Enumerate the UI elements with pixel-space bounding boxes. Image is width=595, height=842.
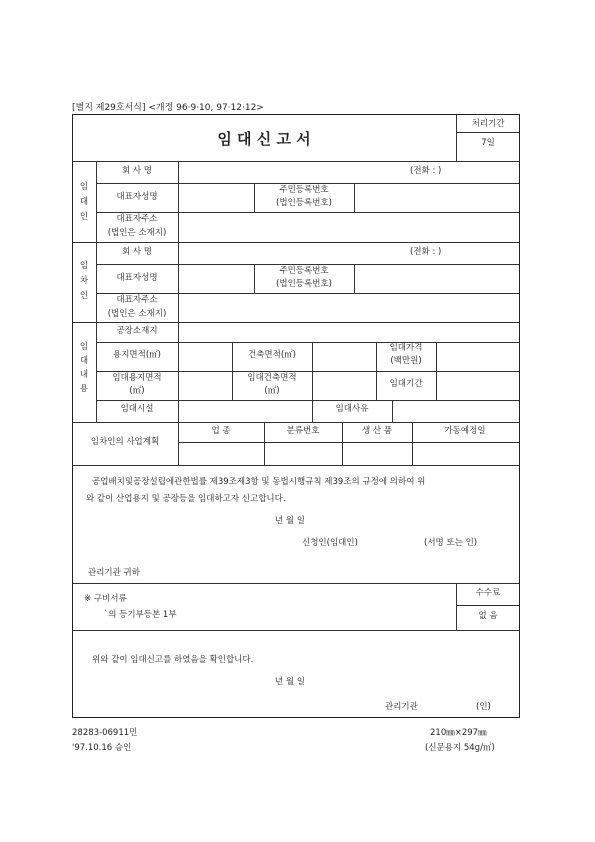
lease-price-unit: (백만원) bbox=[390, 356, 422, 366]
agency-seal: (인) bbox=[476, 702, 491, 712]
paper-type: (신문용지 54g/㎡) bbox=[425, 743, 495, 753]
form-code: 28283-06911민 bbox=[72, 728, 138, 738]
business-plan-label: 임차인의 사업계획 bbox=[90, 437, 160, 447]
building-area-label: 건축면적(㎡) bbox=[248, 350, 296, 360]
lease-section-char: 대 bbox=[79, 356, 89, 366]
lessee-rep-addr-label-2: (법인은 소재지) bbox=[107, 309, 167, 319]
lessee-section-char: 인 bbox=[79, 291, 89, 301]
paper-size: 210㎜×297㎜ bbox=[430, 728, 487, 738]
lease-building-area-unit: (㎡) bbox=[264, 386, 280, 396]
business-plan-col: 업 종 bbox=[211, 426, 231, 436]
statement-line: 공업배치및공장설립에관한법률 제39조제3항 및 동법시행규칙 제39조의 규정에 의하여 위 bbox=[92, 477, 426, 487]
lessor-section-char: 대 bbox=[79, 197, 89, 207]
signature-label: (서명 또는 인) bbox=[424, 538, 478, 548]
factory-address-label: 공장소재지 bbox=[116, 326, 158, 336]
lease-land-area-label: 임대용지면적 bbox=[112, 373, 162, 383]
fee-value: 없 음 bbox=[478, 611, 498, 621]
lessee-reg-no-label-2: (법인등록번호) bbox=[276, 279, 332, 289]
land-area-label: 용지면적(㎡) bbox=[113, 350, 161, 360]
processing-period-label: 처리기간 bbox=[471, 119, 505, 129]
processing-period-value: 7일 bbox=[481, 138, 495, 148]
lessor-company-label: 회 사 명 bbox=[121, 166, 153, 176]
lease-building-area-label: 임대건축면적 bbox=[247, 373, 297, 383]
lessor-phone[interactable]: (전화 : ) bbox=[410, 166, 442, 176]
lessee-rep-addr-label: 대표자주소 bbox=[116, 295, 158, 305]
confirmation-text: 위와 같이 임대신고를 하였음을 확인합니다. bbox=[92, 655, 254, 665]
lessor-reg-no-label-2: (법인등록번호) bbox=[276, 198, 332, 208]
lease-section-char: 용 bbox=[79, 384, 89, 394]
applicant-label: 신청인(임대인) bbox=[302, 538, 358, 548]
lessor-company-input[interactable] bbox=[182, 164, 402, 180]
approval-date: '97.10.16 승인 bbox=[72, 743, 132, 753]
lessee-section-char: 임 bbox=[79, 261, 89, 271]
lessor-section-char: 임 bbox=[79, 182, 89, 192]
lease-price-label: 임대가격 bbox=[389, 343, 423, 353]
lessee-phone[interactable]: (전화 : ) bbox=[410, 247, 442, 257]
business-plan-col: 생 산 품 bbox=[361, 426, 393, 436]
form-header: [별지 제29호서식] <개정 96·9·10, 97·12·12> bbox=[72, 103, 264, 113]
lessee-company-label: 회 사 명 bbox=[121, 247, 153, 257]
agency-label: 관리기관 bbox=[385, 702, 418, 712]
business-plan-col: 가동예정일 bbox=[444, 426, 486, 436]
lessor-reg-no-label: 주민등록번호 bbox=[279, 185, 329, 195]
fee-label: 수수료 bbox=[475, 588, 501, 598]
lease-facility-label: 임대시설 bbox=[120, 404, 154, 414]
lessor-section-char: 인 bbox=[79, 212, 89, 222]
lessor-rep-addr-label: 대표자주소 bbox=[116, 214, 158, 224]
recipient-label: 관리기관 귀하 bbox=[88, 568, 140, 578]
confirmation-date[interactable]: 년 월 일 bbox=[274, 677, 306, 687]
required-docs-item: `의 등기부등본 1부 bbox=[104, 610, 177, 620]
lessee-rep-name-label: 대표자성명 bbox=[116, 273, 158, 283]
lease-section-char: 임 bbox=[79, 342, 89, 352]
lease-section-char: 내 bbox=[79, 370, 89, 380]
statement-line: 와 같이 산업용지 및 공장등을 임대하고자 신고합니다. bbox=[86, 494, 286, 504]
lease-reason-label: 임대사유 bbox=[335, 404, 369, 414]
lessor-rep-name-label: 대표자성명 bbox=[116, 192, 158, 202]
lessor-rep-addr-label-2: (법인은 소재지) bbox=[107, 228, 167, 238]
lease-land-area-unit: (㎡) bbox=[129, 386, 145, 396]
lessee-reg-no-label: 주민등록번호 bbox=[279, 266, 329, 276]
form-title: 임 대 신 고 서 bbox=[217, 130, 311, 148]
statement-date[interactable]: 년 월 일 bbox=[274, 516, 306, 526]
lessee-section-char: 차 bbox=[79, 276, 89, 286]
required-docs-title: ※ 구비서류 bbox=[84, 594, 127, 604]
lease-period-label: 임대기간 bbox=[389, 379, 423, 389]
business-plan-col: 분류번호 bbox=[286, 426, 320, 436]
